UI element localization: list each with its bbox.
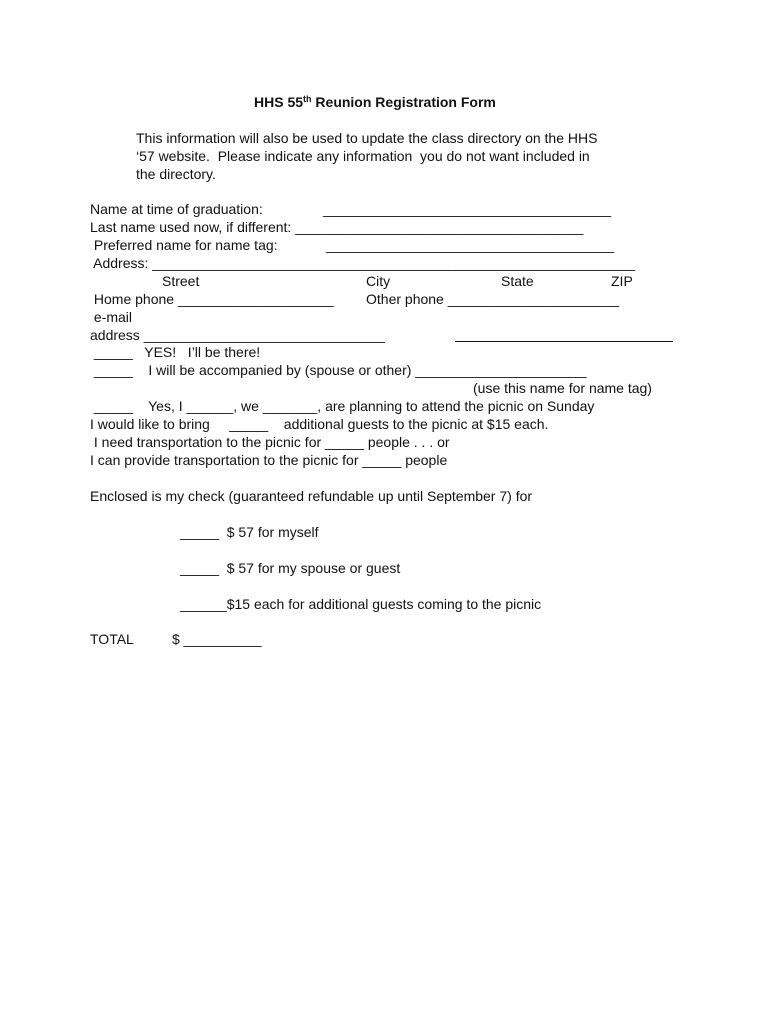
graduation-name-field[interactable]: _____________________________________	[323, 201, 612, 217]
provide-transport-field[interactable]: I can provide transportation to the picnic for _____ people	[90, 452, 448, 468]
address-city-label: City	[366, 273, 391, 289]
total-label: TOTAL	[90, 631, 134, 647]
attend-yes-option[interactable]: _____ YES! I’ll be there!	[90, 344, 261, 360]
total-field[interactable]: $ __________	[172, 631, 262, 647]
title-text-suffix: Reunion Registration Form	[311, 94, 496, 110]
additional-guests-field[interactable]: I would like to bring _____ additional guests to the picnic at $15 each.	[90, 416, 549, 432]
payment-myself-field[interactable]: _____ $ 57 for myself	[180, 524, 319, 540]
intro-line-3: the directory.	[136, 166, 216, 182]
form-title	[254, 94, 496, 111]
home-phone-field[interactable]: Home phone ____________________	[90, 291, 334, 307]
title-superscript: th	[303, 94, 312, 104]
preferred-name-field[interactable]: _____________________________________	[326, 237, 615, 253]
need-transport-field[interactable]: I need transportation to the picnic for _____ people . . . or	[90, 434, 450, 450]
email-field[interactable]: address _______________________________	[90, 327, 386, 343]
last-name-field[interactable]: Last name used now, if different: _____________________________________	[90, 219, 584, 235]
name-tag-note: (use this name for name tag)	[473, 380, 652, 396]
enclosed-check-text: Enclosed is my check (guaranteed refundable up until September 7) for	[90, 488, 533, 504]
address-zip-label: ZIP	[611, 273, 633, 289]
payment-additional-field[interactable]: ______$15 each for additional guests coming to the picnic	[180, 596, 542, 612]
accompanied-by-field[interactable]: _____ I will be accompanied by (spouse or other) ______________________	[90, 362, 587, 378]
email-extra-line[interactable]	[455, 341, 673, 342]
title-text: HHS 55	[254, 94, 304, 110]
email-label: e-mail	[90, 309, 133, 325]
preferred-name-label: Preferred name for name tag:	[90, 237, 278, 253]
payment-spouse-field[interactable]: _____ $ 57 for my spouse or guest	[180, 560, 401, 576]
intro-line-1: This information will also be used to update the class directory on the HHS	[136, 130, 598, 146]
address-field[interactable]: Address: ______________________________________________________________	[90, 255, 635, 271]
address-state-label: State	[501, 273, 534, 289]
graduation-name-label: Name at time of graduation:	[90, 201, 263, 217]
other-phone-field[interactable]: Other phone ______________________	[366, 291, 620, 307]
intro-line-2: ‘57 website. Please indicate any information you do not want included in	[136, 148, 590, 164]
address-street-label: Street	[162, 273, 200, 289]
picnic-attendance-field[interactable]: _____ Yes, I ______, we _______, are planning to attend the picnic on Sunday	[90, 398, 595, 414]
